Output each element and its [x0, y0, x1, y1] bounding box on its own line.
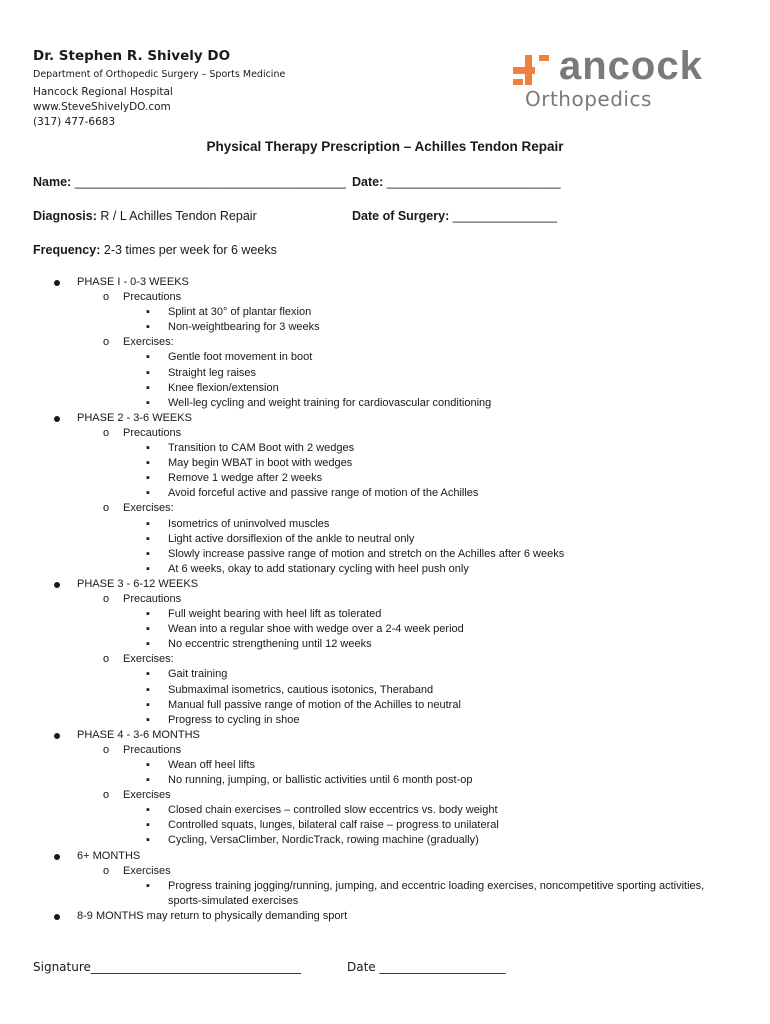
list-item	[123, 803, 728, 818]
square-bullet-icon: ▪	[146, 668, 150, 681]
item-text: Straight leg raises	[168, 366, 257, 379]
item-text: Light active dorsiflexion of the ankle to neutral only	[168, 532, 415, 545]
circle-bullet-icon: o	[103, 291, 110, 304]
square-bullet-icon: ▪	[146, 517, 150, 530]
bullet-icon	[54, 416, 60, 422]
item-text: Wean off heel lifts	[168, 759, 256, 771]
square-bullet-icon: ▪	[146, 396, 150, 409]
list-item	[123, 456, 728, 471]
circle-bullet-icon: o	[103, 426, 110, 439]
square-bullet-icon: ▪	[146, 623, 150, 636]
item-text: Slowly increase passive range of motion and stretch on the Achilles after 6 weeks	[168, 547, 565, 560]
bullet-icon	[54, 280, 60, 286]
item-text: Wean into a regular shoe with wedge over a 2-4 week period	[168, 623, 464, 636]
square-bullet-icon: ▪	[146, 366, 150, 379]
square-bullet-icon: ▪	[146, 381, 150, 394]
name-field[interactable]	[33, 175, 346, 189]
group-label: Precautions	[123, 743, 182, 756]
square-bullet-icon: ▪	[146, 638, 150, 651]
doctor-name: Dr. Stephen R. Shively DO	[33, 48, 231, 64]
bullet-icon	[54, 914, 60, 920]
phase-item	[46, 577, 728, 728]
item-text: Progress training jogging/running, jumping, and eccentric loading exercises, noncompetitive sporting activities, sports-simulated exercises	[168, 879, 705, 907]
list-item	[123, 547, 728, 562]
item-text: Remove 1 wedge after 2 weeks	[168, 472, 323, 485]
frequency-field	[33, 243, 277, 257]
phase-group	[77, 652, 728, 727]
item-list	[123, 879, 728, 909]
square-bullet-icon: ▪	[146, 713, 150, 726]
item-text: Transition to CAM Boot with 2 wedges	[168, 442, 355, 455]
circle-bullet-icon: o	[103, 502, 110, 515]
item-list	[123, 607, 728, 652]
diagnosis-value: R / L Achilles Tendon Repair	[100, 209, 257, 223]
item-text: At 6 weeks, okay to add stationary cycling with heel push only	[168, 562, 469, 575]
list-item	[123, 396, 728, 411]
phase-group	[77, 426, 728, 501]
list-item	[123, 471, 728, 486]
diagnosis-label: Diagnosis:	[33, 209, 97, 223]
phase-title: PHASE 3 - 6-12 WEEKS	[77, 577, 199, 590]
phase-group-list	[77, 592, 728, 728]
square-bullet-icon: ▪	[146, 804, 150, 817]
item-text: Isometrics of uninvolved muscles	[168, 517, 330, 530]
phase-group	[77, 743, 728, 788]
logo-wordmark: ancock	[559, 44, 703, 88]
list-item	[123, 683, 728, 698]
square-bullet-icon: ▪	[146, 351, 150, 364]
list-item	[123, 517, 728, 532]
date-label: Date:	[352, 175, 384, 189]
phase-title: PHASE 4 - 3-6 MONTHS	[77, 728, 200, 741]
group-label: Exercises:	[123, 336, 174, 349]
item-text: May begin WBAT in boot with wedges	[168, 457, 353, 470]
date-blank[interactable]: _________________________	[386, 175, 561, 189]
square-bullet-icon: ▪	[146, 306, 150, 319]
square-bullet-icon: ▪	[146, 608, 150, 621]
item-text: Knee flexion/extension	[168, 381, 279, 394]
item-text: Controlled squats, lunges, bilateral calf raise – progress to unilateral	[168, 819, 499, 832]
list-item	[123, 713, 728, 728]
group-label: Exercises:	[123, 653, 174, 666]
bullet-icon	[54, 854, 60, 860]
square-bullet-icon: ▪	[146, 698, 150, 711]
item-list	[123, 441, 728, 501]
square-bullet-icon: ▪	[146, 819, 150, 832]
list-item	[123, 486, 728, 501]
item-list	[123, 758, 728, 788]
phase-group-list	[77, 864, 728, 909]
group-label: Exercises:	[123, 502, 174, 515]
phase-title: 6+ MONTHS	[77, 849, 141, 862]
hospital-name: Hancock Regional Hospital	[33, 86, 173, 98]
phase-item	[46, 849, 728, 909]
group-label: Exercises	[123, 864, 171, 877]
item-list	[123, 517, 728, 577]
item-text: Submaximal isometrics, cautious isotonics, Theraband	[168, 683, 434, 696]
phase-group	[77, 864, 728, 909]
circle-bullet-icon: o	[103, 789, 110, 802]
square-bullet-icon: ▪	[146, 321, 150, 334]
circle-bullet-icon: o	[103, 864, 110, 877]
list-item	[123, 305, 728, 320]
hancock-orthopedics-logo	[513, 44, 743, 114]
phase-group	[77, 788, 728, 848]
list-item	[123, 667, 728, 682]
list-item	[123, 637, 728, 652]
phase-item	[46, 728, 728, 849]
list-item	[123, 320, 728, 335]
date-field[interactable]	[352, 175, 561, 189]
bullet-icon	[54, 582, 60, 588]
list-item	[123, 381, 728, 396]
item-list	[123, 803, 728, 848]
doctor-header	[33, 48, 285, 130]
group-label: Precautions	[123, 426, 182, 439]
item-list	[123, 305, 728, 335]
circle-bullet-icon: o	[103, 743, 110, 756]
square-bullet-icon: ▪	[146, 834, 150, 847]
phase-group-list	[77, 426, 728, 577]
surgery-date-blank[interactable]: _______________	[452, 209, 558, 223]
phase-group-list	[77, 290, 728, 411]
item-text: No eccentric strengthening until 12 weeks	[168, 638, 372, 651]
square-bullet-icon: ▪	[146, 562, 150, 575]
list-item	[123, 607, 728, 622]
item-list	[123, 667, 728, 727]
item-text: Cycling, VersaClimber, NordicTrack, rowing machine (gradually)	[168, 834, 479, 847]
list-item	[123, 532, 728, 547]
list-item	[123, 818, 728, 833]
item-text: Gait training	[168, 668, 228, 681]
item-text: No running, jumping, or ballistic activities until 6 month post-op	[168, 774, 473, 787]
phase-title: 8-9 MONTHS may return to physically demanding sport	[77, 909, 348, 922]
list-item	[123, 773, 728, 788]
item-text: Avoid forceful active and passive range of motion of the Achilles	[168, 487, 479, 500]
phase-item	[46, 275, 728, 411]
signature-date-line[interactable]: Date _____________________	[347, 960, 506, 974]
square-bullet-icon: ▪	[146, 487, 150, 500]
bullet-icon	[54, 733, 60, 739]
name-label: Name:	[33, 175, 72, 189]
square-bullet-icon: ▪	[146, 683, 150, 696]
phase-item	[46, 909, 728, 924]
phase-group	[77, 501, 728, 576]
frequency-value: 2-3 times per week for 6 weeks	[103, 243, 277, 257]
square-bullet-icon: ▪	[146, 547, 150, 560]
phase-group	[77, 335, 728, 410]
phase-title: PHASE 2 - 3-6 WEEKS	[77, 411, 192, 424]
signature-line[interactable]: Signature___________________________________	[33, 960, 301, 974]
group-label: Precautions	[123, 592, 182, 605]
phase-group-list	[77, 743, 728, 849]
circle-bullet-icon: o	[103, 336, 110, 349]
item-text: Well-leg cycling and weight training for cardiovascular conditioning	[168, 396, 492, 409]
list-item	[123, 562, 728, 577]
logo-subtitle: Orthopedics	[525, 87, 652, 111]
department: Department of Orthopedic Surgery – Sports Medicine	[33, 69, 286, 80]
circle-bullet-icon: o	[103, 592, 110, 605]
item-list	[123, 350, 728, 410]
phone-number: (317) 477-6683	[33, 116, 116, 128]
phase-item	[46, 411, 728, 577]
phase-title: PHASE I - 0-3 WEEKS	[77, 276, 189, 288]
square-bullet-icon: ▪	[146, 759, 150, 771]
item-text: Non-weightbearing for 3 weeks	[168, 321, 320, 334]
item-text: Closed chain exercises – controlled slow eccentrics vs. body weight	[168, 804, 498, 817]
list-item	[123, 698, 728, 713]
circle-bullet-icon: o	[103, 653, 110, 666]
item-text: Gentle foot movement in boot	[168, 351, 313, 364]
phase-group	[77, 592, 728, 652]
frequency-label: Frequency:	[33, 243, 101, 257]
square-bullet-icon: ▪	[146, 442, 150, 455]
square-bullet-icon: ▪	[146, 457, 150, 470]
item-text: Full weight bearing with heel lift as tolerated	[168, 608, 382, 621]
page-title: Physical Therapy Prescription – Achilles Tendon Repair	[206, 139, 564, 154]
item-text: Progress to cycling in shoe	[168, 713, 300, 726]
list-item	[123, 366, 728, 381]
surgery-date-field[interactable]	[352, 209, 557, 223]
square-bullet-icon: ▪	[146, 774, 150, 787]
phase-list	[46, 275, 728, 924]
square-bullet-icon: ▪	[146, 532, 150, 545]
surgery-date-label: Date of Surgery:	[352, 209, 450, 223]
group-label: Exercises	[123, 789, 171, 802]
website-link[interactable]: www.SteveShivelyDO.com	[33, 101, 171, 113]
logo-cross-mark-icon	[513, 55, 563, 85]
list-item	[123, 758, 728, 773]
list-item	[123, 833, 728, 848]
list-item	[123, 441, 728, 456]
group-label: Precautions	[123, 291, 182, 304]
diagnosis-field	[33, 209, 257, 223]
name-blank[interactable]: _______________________________________	[74, 175, 346, 189]
item-text: Manual full passive range of motion of the Achilles to neutral	[168, 698, 461, 711]
square-bullet-icon: ▪	[146, 472, 150, 485]
square-bullet-icon: ▪	[146, 879, 150, 892]
list-item	[123, 622, 728, 637]
phase-group	[77, 290, 728, 335]
list-item	[123, 350, 728, 365]
list-item	[123, 879, 728, 909]
item-text: Splint at 30° of plantar flexion	[168, 306, 312, 319]
